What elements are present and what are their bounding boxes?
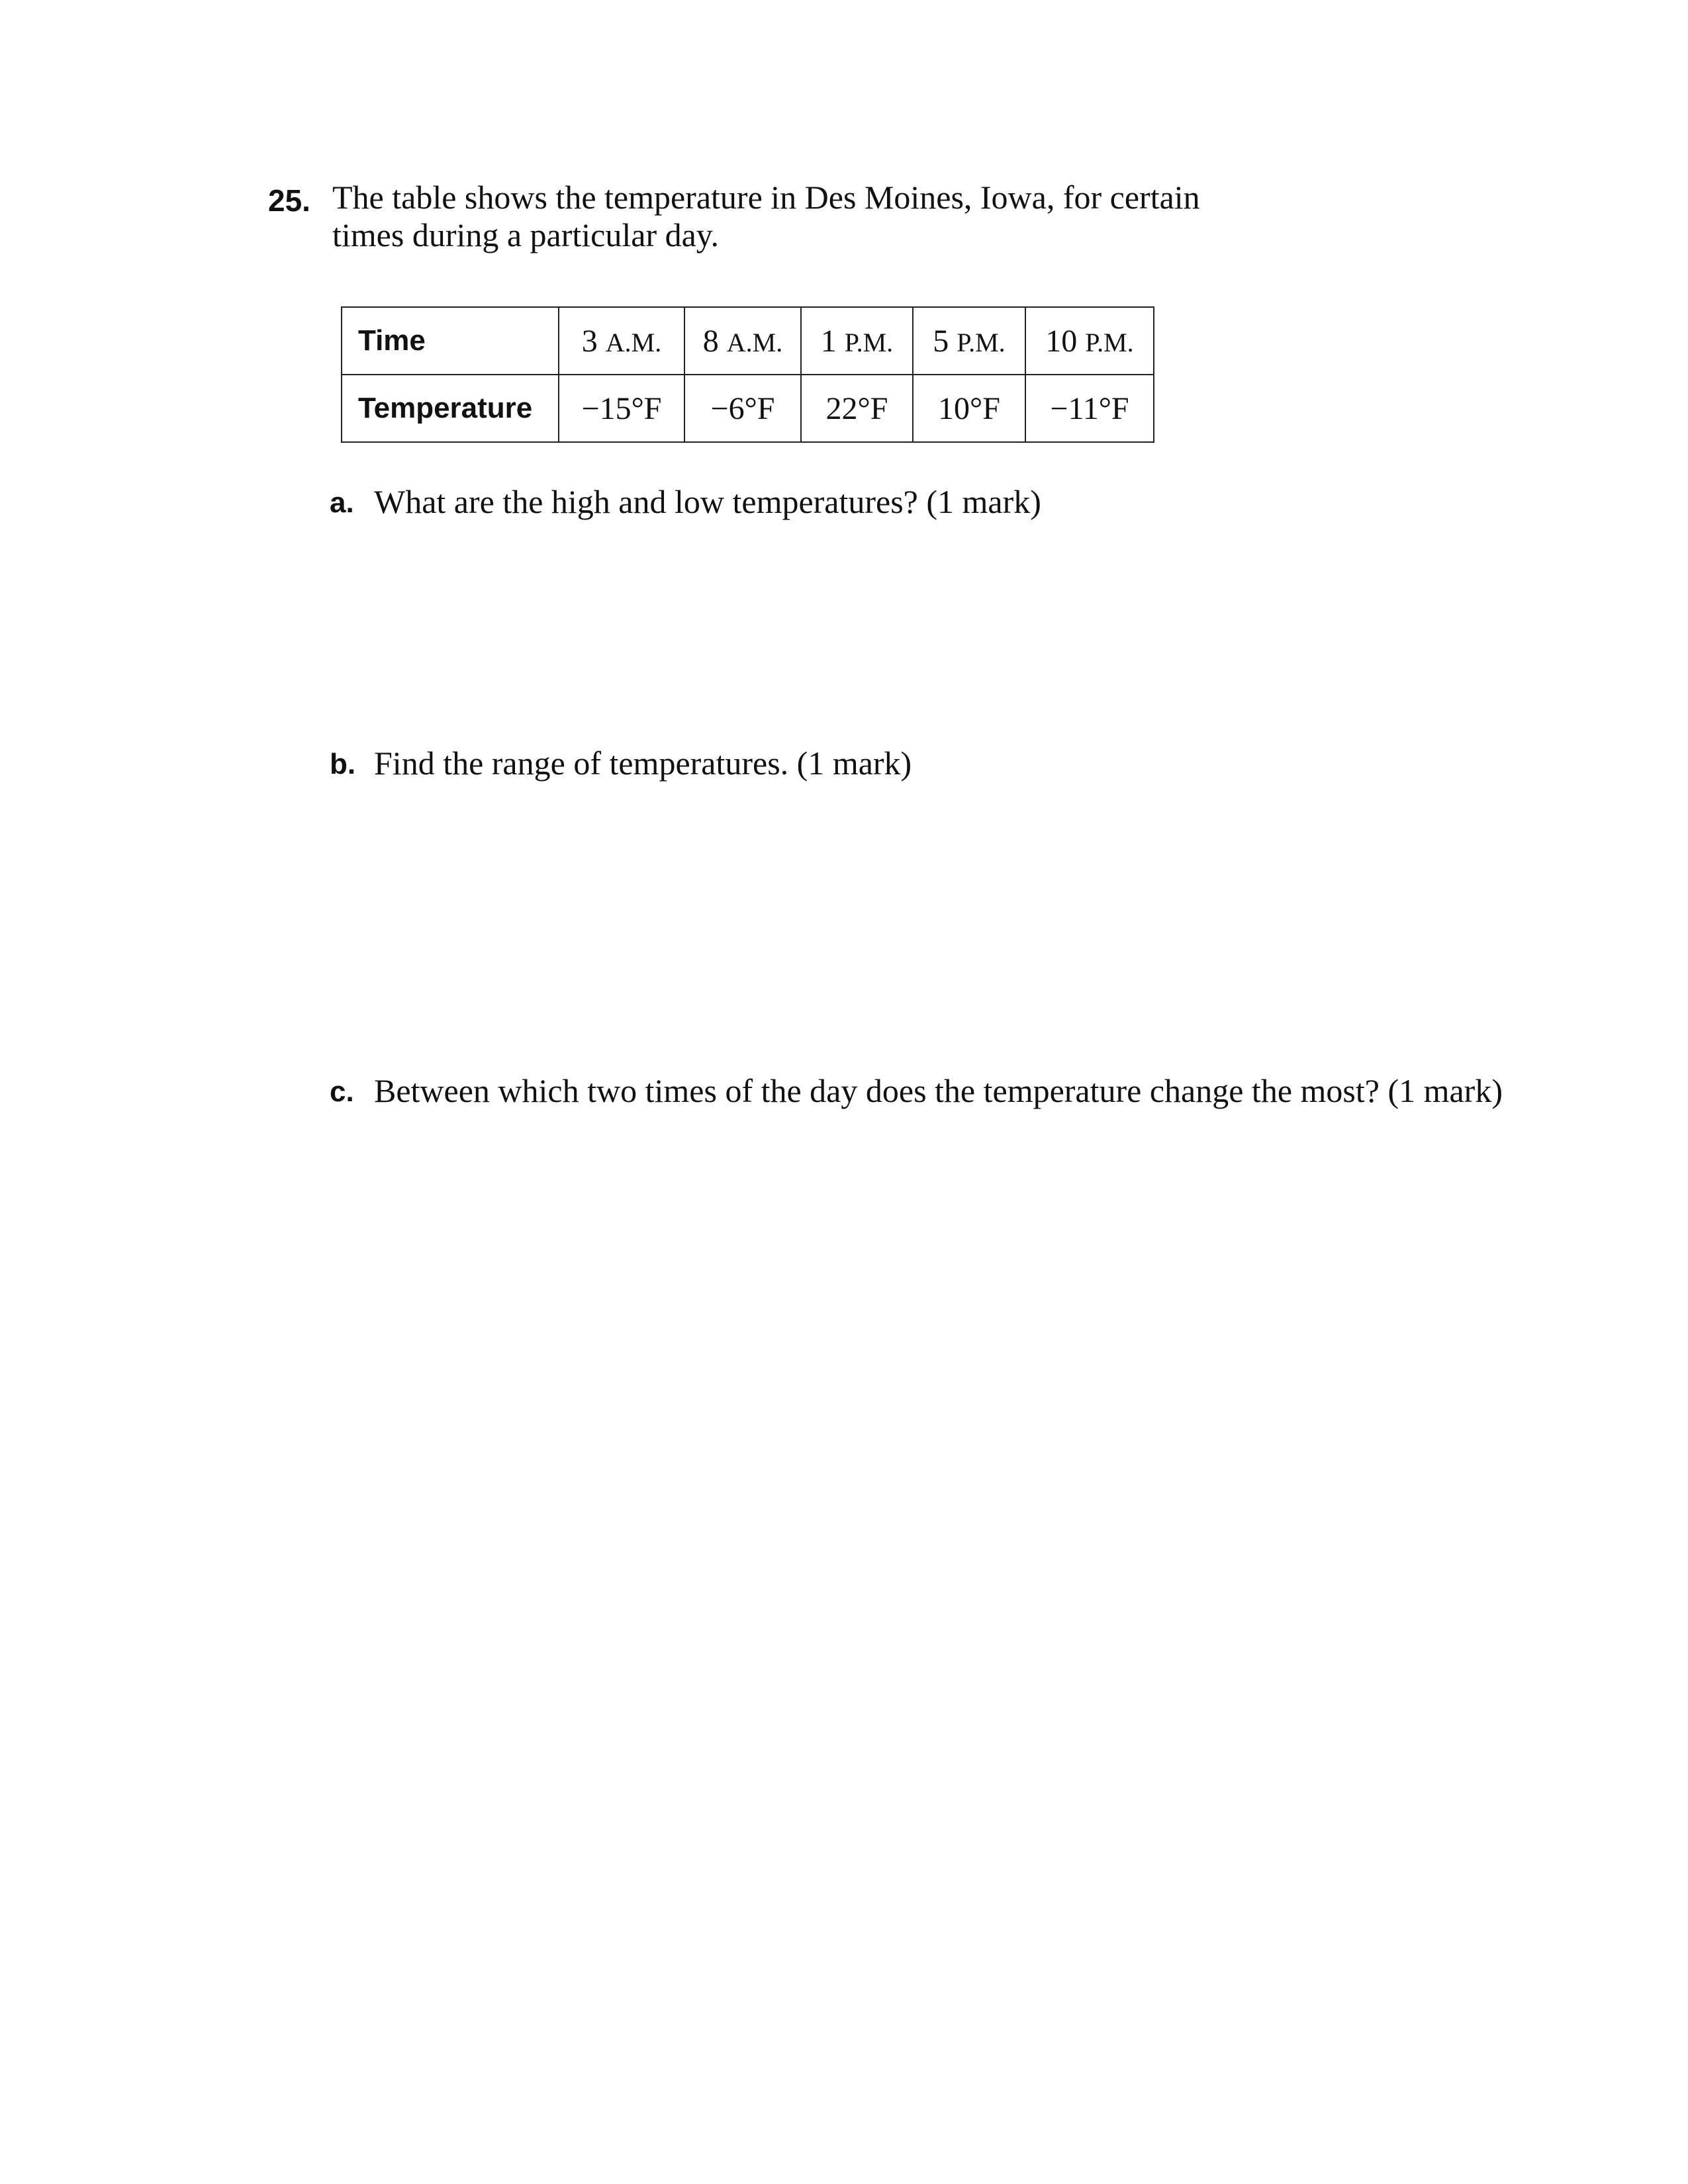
question-number: 25. <box>268 183 310 218</box>
time-cell <box>913 307 1025 375</box>
time-value: 5 <box>933 323 949 359</box>
part-c-text: Between which two times of the day does the temperature change the most? (1 mark) <box>374 1072 1503 1109</box>
part-a-text: What are the high and low temperatures? (1 mark) <box>374 483 1041 520</box>
temperature-cell: −6°F <box>684 375 801 442</box>
time-period: A.M. <box>605 327 662 357</box>
time-value: 10 <box>1045 323 1078 359</box>
time-period: P.M. <box>957 327 1006 357</box>
time-value: 3 <box>581 323 598 359</box>
part-c-letter: c. <box>330 1075 354 1108</box>
part-b-letter: b. <box>330 748 356 780</box>
question-text: The table shows the temperature in Des Moines, Iowa, for certain times during a particular day. <box>332 179 1200 253</box>
temperature-row <box>342 375 1154 442</box>
time-cell <box>1025 307 1154 375</box>
time-row <box>342 307 1154 375</box>
time-row-label: Time <box>342 307 559 375</box>
time-cell <box>684 307 801 375</box>
temperature-cell: −11°F <box>1025 375 1154 442</box>
time-period: P.M. <box>844 327 894 357</box>
time-cell <box>801 307 913 375</box>
part-a-letter: a. <box>330 486 354 519</box>
temperature-table <box>341 306 1154 443</box>
temperature-cell: 10°F <box>913 375 1025 442</box>
time-cell <box>559 307 684 375</box>
temperature-cell: −15°F <box>559 375 684 442</box>
time-value: 1 <box>820 323 837 359</box>
time-value: 8 <box>702 323 719 359</box>
temperature-cell: 22°F <box>801 375 913 442</box>
temperature-row-label: Temperature <box>342 375 559 442</box>
time-period: A.M. <box>726 327 783 357</box>
part-b-text: Find the range of temperatures. (1 mark) <box>374 745 912 782</box>
time-period: P.M. <box>1085 327 1134 357</box>
